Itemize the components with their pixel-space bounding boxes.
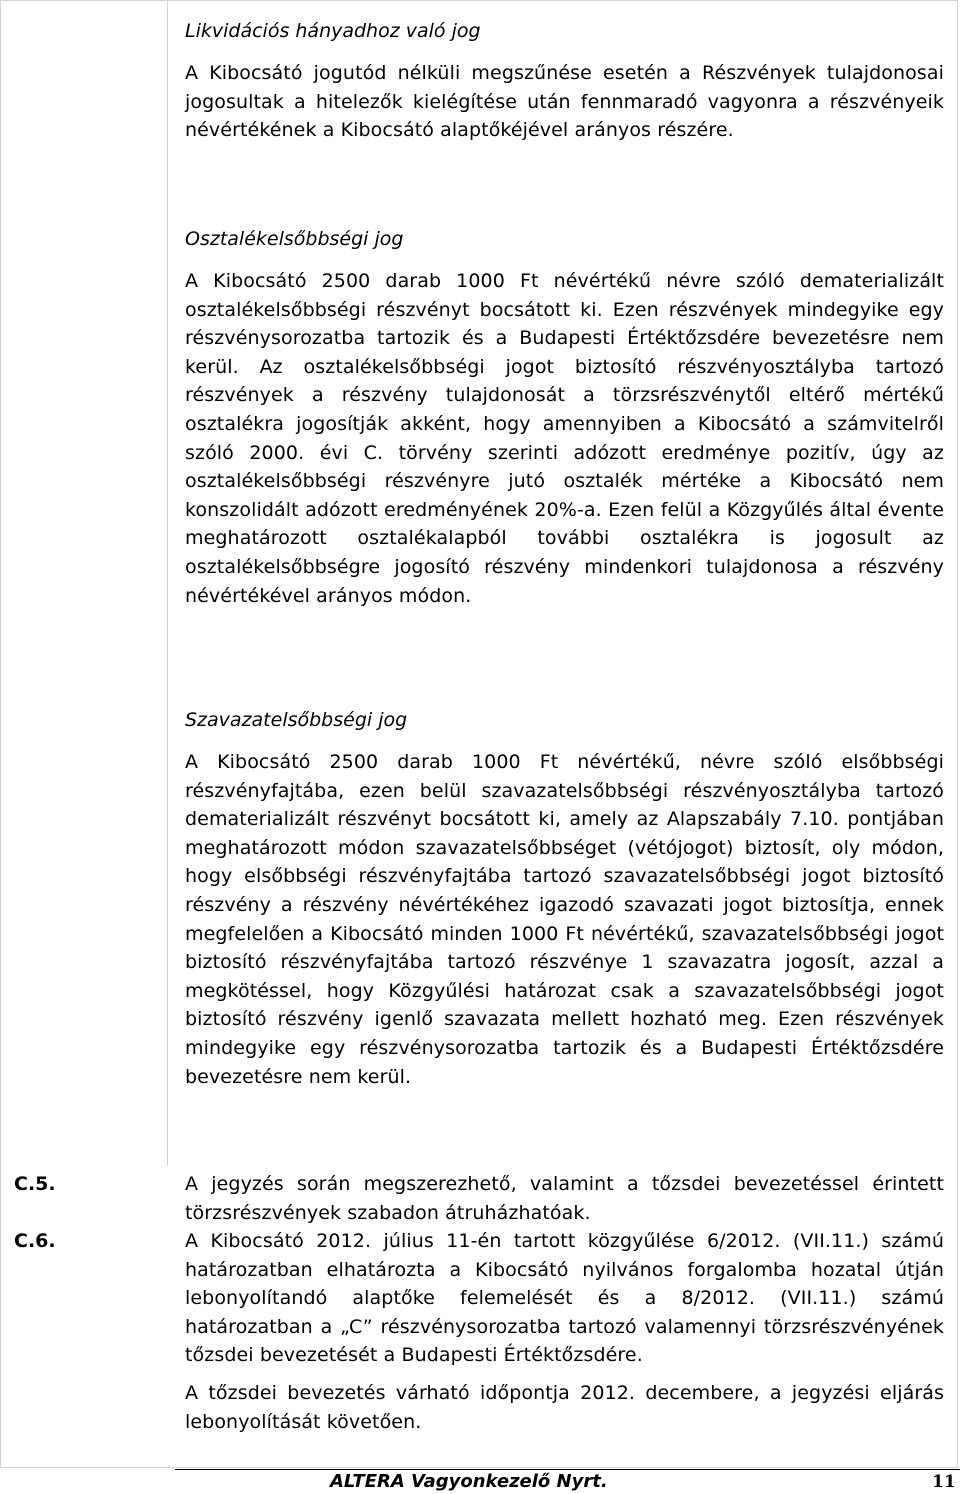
section-likvidacio [185,17,944,145]
section-osztalek [185,225,944,610]
page-footer [0,1470,960,1494]
section-number-c5: C.5. [14,1173,56,1195]
section-number-c6: C.6. [14,1230,56,1252]
page-number: 11 [932,1472,956,1492]
section-body: A jegyzés során megszerezhető, valamint a tőzsdei bevezetéssel érintett törzsrészvények szabadon átruházhatóak. [185,1173,944,1224]
footer-company: ALTERA Vagyonkezelő Nyrt. [330,1471,608,1492]
section-body-2: A tőzsdei bevezetés várható időpontja 2012. decembere, a jegyzési eljárás lebonyolítását követően. [185,1381,944,1433]
section-heading: Szavazatelsőbbségi jog [185,709,408,731]
column-divider [167,0,168,1166]
section-body: A Kibocsátó jogutód nélküli megszűnése esetén a Részvények tulajdonosai jogosultak a hitelezők kielégítése után fennmaradó vagyonra a részvényeik névértékének a Kibocsátó alaptőkéjével arányos részére. [185,62,944,142]
section-body: A Kibocsátó 2500 darab 1000 Ft névértékű névre szóló dematerializált osztalékelsőbbségi részvényt bocsátott ki. Ezen részvények mindegyike egy részvénysorozatba tartozik és a Budapesti Értéktőzsdére bevezetésre nem kerül. Az osztalékelsőbbségi jogot biztosító részvényosztályba tartozó részvények a részvény tulajdonosát a törzsrészvénytől eltérő mértékű osztalékra jogosítják akként, hogy amennyiben a Kibocsátó a számvitelről szóló 2000. évi C. törvény szerinti adózott eredménye pozitív, úgy az osztalékelsőbbségi részvényre jutó osztalék mértéke a Kibocsátó nem konszolidált adózott eredményének 20%-a. Ezen felül a Közgyűlés által évente meghatározott osztalékalapból további osztalékra is jogosult az osztalékelsőbbségre jogosító részvény mindenkori tulajdonosa a részvény névértékével arányos módon. [185,270,944,607]
section-szavazat [185,706,944,1091]
section-c5 [185,1170,944,1227]
section-heading: Likvidációs hányadhoz való jog [185,20,481,42]
section-heading: Osztalékelsőbbségi jog [185,228,404,250]
section-body: A Kibocsátó 2012. július 11-én tartott közgyűlése 6/2012. (VII.11.) számú határozatban elhatározta a Kibocsátó nyilvános forgalomba hozatal útján lebonyolítandó alaptőke felemelését és a 8/2012. (VII.11.) számú határozatban a „C” részvénysorozatba tartozó valamennyi törzsrészvényének tőzsdei bevezetését a Budapesti Értéktőzsdére. [185,1230,944,1367]
section-c6 [185,1227,944,1436]
section-body: A Kibocsátó 2500 darab 1000 Ft névértékű, névre szóló elsőbbségi részvényfajtába, ezen belül szavazatelsőbbségi részvényosztályba tartozó dematerializált részvényt bocsátott ki, amely az Alapszabály 7.10. pontjában meghatározott módon szavazatelsőbbséget (vétójogot) biztosít, oly módon, hogy elsőbbségi részvényfajtába tartozó szavazatelsőbbségi jogot biztosító részvény a részvény névértékéhez igazodó szavazati jogot biztosítja, ennek megfelelően a Kibocsátó minden 1000 Ft névértékű, szavazatelsőbbségi jogot biztosító részvényfajtába tartozó részvénye 1 szavazatra jogosít, azzal a megkötéssel, hogy Közgyűlési határozat csak a szavazatelsőbbségi jogot biztosító részvény igenlő szavazata mellett hozható meg. Ezen részvények mindegyike egy részvénysorozatba tartozik és a Budapesti Értéktőzsdére bevezetésre nem kerül. [185,751,944,1088]
